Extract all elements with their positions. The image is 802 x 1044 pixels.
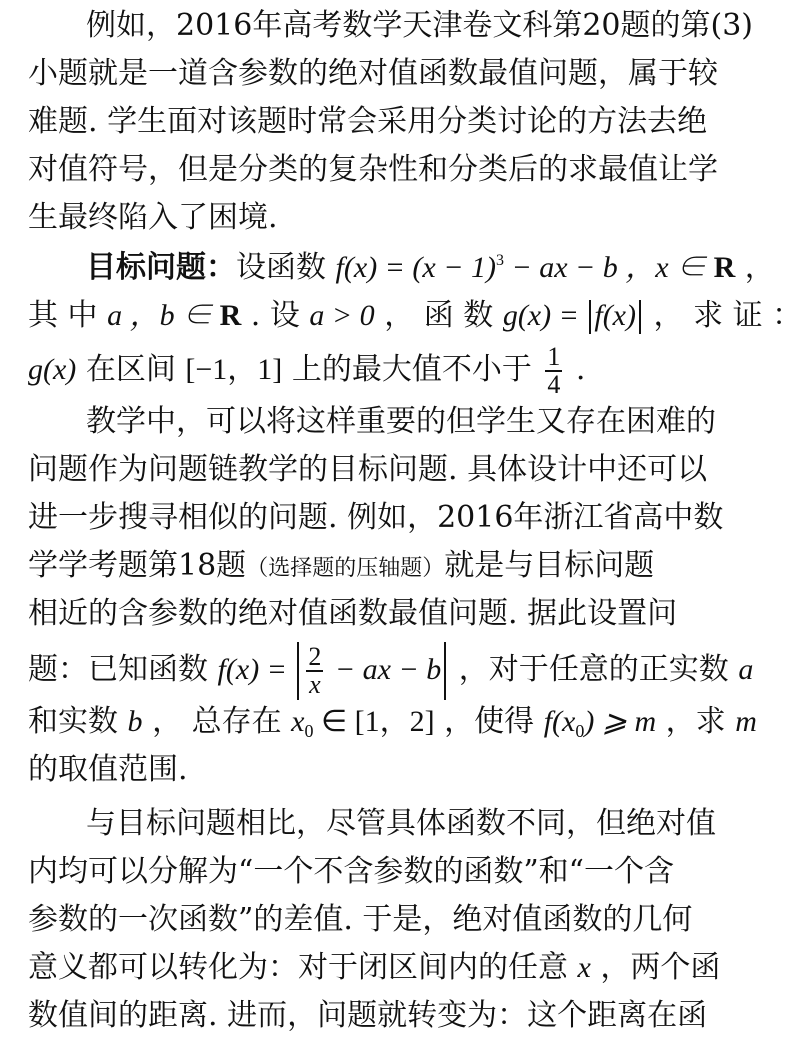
text-span: ，对于任意的正实数: [449, 652, 739, 687]
text-span: ，求: [656, 704, 736, 739]
target-problem-line-2: [28, 298, 802, 338]
math-interval: [−1，1]: [185, 353, 283, 386]
real-set-symbol: R: [713, 251, 736, 284]
abs-bar: [639, 300, 641, 334]
math-variable: x: [577, 951, 591, 984]
text-span: ，两个函: [590, 950, 721, 985]
fraction-numerator: 2: [308, 642, 322, 671]
math-variable: m: [735, 705, 757, 738]
fraction-numerator: 1: [547, 342, 561, 371]
text-span: 在区间: [76, 352, 186, 387]
text-span: 上的最大值不小于: [282, 352, 542, 387]
text-span: 学学考题第18题: [28, 548, 247, 583]
abs-bar: [297, 642, 299, 700]
abs-bar: [444, 642, 446, 700]
math-expression: f(x) = (x − 1): [335, 251, 496, 284]
math-exponent: 3: [495, 252, 504, 269]
abs-bar: [589, 300, 591, 334]
text-span: ，: [735, 250, 775, 285]
target-problem-line-3: [28, 342, 585, 398]
math-expression: f(x): [594, 299, 636, 332]
math-variable: a: [738, 653, 754, 686]
math-expression: − ax − b: [327, 653, 442, 686]
text-span: . 设: [241, 298, 310, 333]
math-expression: a > 0: [309, 299, 375, 332]
text-span: 设函数: [236, 250, 336, 285]
fraction-denominator: x: [306, 670, 323, 698]
text-line: 的取值范围.: [28, 752, 188, 787]
text-span: 其 中: [28, 298, 108, 333]
text-span: 意义都可以转化为：对于闭区间内的任意: [28, 950, 578, 985]
parenthetical-note: （选择题的压轴题）: [246, 556, 445, 581]
text-span: 和实数: [28, 704, 128, 739]
fraction-denominator: 4: [547, 370, 561, 399]
text-line: 进一步搜寻相似的问题. 例如，2016年浙江省高中数: [28, 500, 724, 535]
math-expression: g(x): [28, 353, 77, 386]
text-span: ， 总存在: [142, 704, 292, 739]
text-span: ， 函 数: [374, 298, 503, 333]
text-span: ， 求 证 ：: [644, 298, 802, 333]
text-line: [28, 704, 757, 744]
problem-statement-line: [28, 640, 753, 700]
text-line: 例如，2016年高考数学天津卷文科第20题的第(3): [86, 8, 754, 43]
math-expression: f(x) =: [217, 653, 295, 686]
text-span: 就是与目标问题: [444, 548, 655, 583]
math-subscript: 0: [304, 721, 314, 741]
text-line: 参数的一次函数”的差值. 于是，绝对值函数的几何: [28, 902, 693, 937]
text-span: ，使得: [434, 704, 544, 739]
math-expression: ) ⩾ m: [584, 705, 657, 738]
text-line: 与目标问题相比，尽管具体函数不同，但绝对值: [86, 806, 716, 841]
text-line: 对值符号，但是分类的复杂性和分类后的求最值让学: [28, 152, 718, 187]
text-line: [28, 950, 720, 990]
text-line: 教学中，可以将这样重要的但学生又存在困难的: [86, 404, 716, 439]
text-line: 数值间的距离. 进而，问题就转变为：这个距离在函: [28, 998, 708, 1033]
text-span: .: [566, 352, 586, 387]
math-expression: − ax − b ，x ∈: [503, 251, 714, 284]
math-expression: f(x: [543, 705, 576, 738]
text-line: [28, 548, 654, 588]
math-expression: ∈ [1，2]: [313, 705, 435, 738]
fraction: [545, 344, 562, 398]
text-line: 问题作为问题链教学的目标问题. 具体设计中还可以: [28, 452, 708, 487]
target-problem-label: 目标问题：: [86, 250, 236, 285]
text-line: 相近的含参数的绝对值函数最值问题. 据此设置问: [28, 596, 678, 631]
real-set-symbol: R: [219, 299, 242, 332]
text-line: 内均可以分解为“一个不含参数的函数”和“一个含: [28, 854, 675, 889]
text-line: 难题. 学生面对该题时常会采用分类讨论的方法去绝: [28, 104, 708, 139]
fraction: [306, 644, 323, 698]
target-problem-line-1: [86, 250, 775, 290]
math-variable: b: [127, 705, 143, 738]
text-line: 小题就是一道含参数的绝对值函数最值问题，属于较: [28, 56, 718, 91]
math-variable: x: [291, 705, 305, 738]
math-expression: a ，b ∈: [107, 299, 220, 332]
math-expression: g(x) =: [502, 299, 587, 332]
text-line: 生最终陷入了困境.: [28, 200, 278, 235]
math-subscript: 0: [575, 721, 585, 741]
text-span: 题：已知函数: [28, 652, 218, 687]
